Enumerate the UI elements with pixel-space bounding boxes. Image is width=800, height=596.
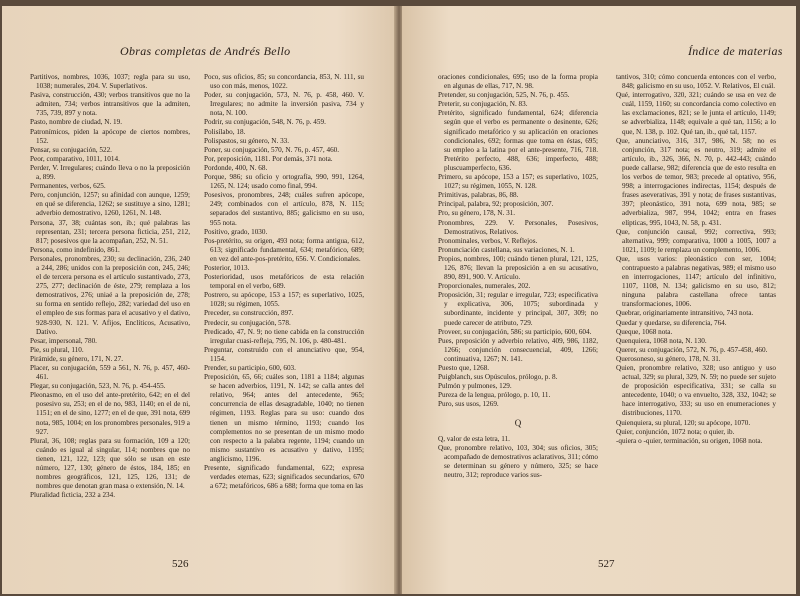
- index-entry: Preterir, su conjugación, N. 83.: [438, 100, 528, 109]
- index-column-2: [616, 73, 776, 446]
- index-entry: Pronominales, verbos, V. Reflejos.: [438, 236, 538, 245]
- index-entry: Quienquiera, su plural, 120; su apócope, 1070.: [616, 418, 751, 427]
- index-entry: Pensar, su conjugación, 522.: [30, 145, 112, 154]
- index-entry: Pero, conjunción, 1257; su afinidad con aunque, 1259; en qué se diferencia, 1262; se sustituye a sino, 1281; adverbio demostrativo, 1260, 1261, N. 148.: [30, 191, 190, 218]
- index-entry: Polispastos, su género, N. 33.: [204, 136, 290, 145]
- index-entry: Pleonasmo, en el uso del ante-pretérito, 642; en el del posesivo su, 253; en el de no, 983, 1140; en el de ni, 1151; en el de sino, 1277; en el de que, 391 nota, 699 nota, 985, 1004; en los pronombres personales, 919 a 927.: [30, 391, 190, 436]
- index-entry: Pirámide, su género, 171, N. 27.: [30, 354, 124, 363]
- index-entry: Patronímicos, piden la apócope de ciertos nombres, 152.: [30, 127, 190, 145]
- index-entry: Persona, como indefinido, 861.: [30, 245, 120, 254]
- index-entry: Preceder, su construcción, 897.: [204, 309, 294, 318]
- index-entry: Posesivos, pronombres, 248; cuáles sufren apócope, 249; combinados con el artículo, 878, N. 115; separados del sustantivo, 885; galicismo en su uso, 955 nota.: [204, 191, 364, 227]
- index-entry: Quenquiera, 1068 nota, N. 130.: [616, 336, 707, 345]
- running-head: Índice de materias: [688, 44, 783, 58]
- index-entry: Postrero, su apócope, 153 a 157; es superlativo, 1025, 1028; su régimen, 1055.: [204, 291, 364, 309]
- index-entry: Pretérito, significado fundamental, 624; diferencia según que el verbo es permanente o desinente, 626; significado metafórico y su aplicación en oraciones condicionales, 692; formas que toma en éstas, 695; su empleo a la latina por el ante-presente, 716, 718. Pretérito perfecto, 488, 636; imperfecto, 488; pluscuamperfecto, 636.: [438, 109, 598, 172]
- index-entry: Partitivos, nombres, 1036, 1037; regla para su uso, 1038; numerales, 204. V. Superlativos.: [30, 73, 190, 91]
- index-entry: Pasto, nombre de ciudad, N. 19.: [30, 118, 123, 127]
- index-entry: Q, valor de esta letra, 11.: [438, 434, 510, 443]
- index-entry: -quiera o -quier, terminación, su origen, 1068 nota.: [616, 436, 763, 445]
- index-entry: Posterior, 1013.: [204, 263, 250, 272]
- index-entry: Pronombres, 229. V. Personales, Posesivos, Demostrativos, Relativos.: [438, 218, 598, 236]
- index-entry: Pesar, impersonal, 780.: [30, 336, 97, 345]
- index-entry: Placer, su conjugación, 559 a 561, N. 76, p. 457, 460-461.: [30, 364, 190, 382]
- index-column-1: [30, 73, 190, 500]
- index-entry: Que, usos varios: pleonástico con ser, 1004; contrapuesto a palabras negativas, 989; el mismo uso en interrogaciones, 1147; artículo del infinitivo, 1107, 1108, N. 134; galicismo en su uso, 812; ninguna palabra castellana ofrece tantas transformaciones, 1006.: [616, 254, 776, 309]
- index-entry: Pureza de la lengua, prólogo, p. 10, 11.: [438, 391, 551, 400]
- index-entry: Quedar y quedarse, su diferencia, 764.: [616, 318, 727, 327]
- index-entry: Proposición, 31; regular e irregular, 723; especificativa y explicativa, 306, 1075; subordinada y subordinante, incidente y principal, 307, 309; no puede carecer de atributo, 729.: [438, 291, 598, 327]
- index-entry: Poco, sus oficios, 85; su concordancia, 853, N. 111, su uso con más, menos, 1022.: [204, 73, 364, 91]
- index-entry: Positivo, grado, 1030.: [204, 227, 268, 236]
- index-entry: Por, preposición, 1181. Por demás, 371 nota.: [204, 154, 333, 163]
- index-entry: Pro, su género, 178, N. 31.: [438, 209, 516, 218]
- index-entry: Pasiva, construcción, 430; verbos transitivos que no la admiten, 734; verbos intransitivos que la admiten, 735, 739, 897 y nota.: [30, 91, 190, 118]
- index-entry: Proveer, su conjugación, 586; su participio, 600, 604.: [438, 327, 592, 336]
- index-entry: Polisílabo, 18.: [204, 127, 246, 136]
- index-entry: Puigblanch, sus Opúsculos, prólogo, p. 8.: [438, 373, 558, 382]
- section-letter: Q: [514, 418, 522, 429]
- index-entry: Posterioridad, usos metafóricos de esta relación temporal en el verbo, 689.: [204, 273, 364, 291]
- index-entry: Poner, su conjugación, 570, N. 76, p. 457, 460.: [204, 145, 340, 154]
- index-entry: Perder, V. Irregulares; cuándo lleva o no la preposición a, 899.: [30, 163, 190, 182]
- index-entry: Podrir, su conjugación, 548, N. 76, p. 459.: [204, 118, 326, 127]
- index-entry: Que, pronombre relativo, 103, 304; sus oficios, 305; acompañado de demostrativos aclarativos, 311; cómo se determinan su género y número, 325; se hace neutro, 312; reproduce varios sus-: [438, 443, 598, 479]
- right-page: [402, 6, 796, 594]
- index-entry: Puro, sus usos, 1269.: [438, 400, 499, 409]
- index-entry: Persona, 37, 38; cuántas son, ib.; qué palabras las representan, 231; tercera persona ficticia, 251, 212, 817; posesivos que la acompañan, 252, N. 51.: [30, 218, 190, 245]
- running-head: Obras completas de Andrés Bello: [120, 44, 291, 58]
- index-entry: Proporcionales, numerales, 202.: [438, 282, 531, 291]
- index-entry: Preposición, 65, 66; cuáles son, 1181 a 1184; algunas se hacen adverbios, 1191, N. 142; se calla antes del relativo, 964; antes del antecedente, 965; concurrencia de ellas desagradable, 1040; no tienen régimen, 1193. Reglas para su uso: cuando dos tienen un mismo término, 1193; cuando los complementos no se presentan de un mismo modo con respecto a la palabra regente, 1194; cuando un mismo sustantivo es acusativo y dativo, 1195; anglicismo, 1196.: [204, 373, 364, 463]
- index-entry: Quier, conjunción, 1072 nota; o quier, ib.: [616, 427, 735, 436]
- index-entry: Pretender, su conjugación, 525, N. 76, p. 455.: [438, 91, 570, 100]
- index-entry: Pos-pretérito, su origen, 493 nota; forma antigua, 612, 613; significado fundamental, 634; metafórico, 689; en vez del ante-pos-pretérito, 656. V. Condicionales.: [204, 236, 364, 263]
- index-entry: Pronunciación castellana, sus variaciones, N. 1.: [438, 245, 575, 254]
- index-column-2: [204, 73, 364, 491]
- index-entry: Queque, 1068 nota.: [616, 327, 673, 336]
- index-entry: Peor, comparativo, 1011, 1014.: [30, 154, 120, 163]
- index-entry: Primero, su apócope, 153 a 157; es superlativo, 1025, 1027; su régimen, 1055, N. 128.: [438, 173, 598, 191]
- index-entry: Pluralidad ficticia, 232 a 234.: [30, 491, 116, 500]
- index-entry: Poder, su conjugación, 573, N. 76, p. 458, 460. V. Irregulares; no admite la inversión pasiva, 734 y nota, N. 100.: [204, 91, 364, 118]
- index-entry: Predicado, 47, N. 9; no tiene cabida en la construcción irregular cuasi-refleja, 795, N. 106, p. 480-481.: [204, 327, 364, 345]
- index-entry: Primitivas, palabras, 86, 88.: [438, 191, 519, 200]
- index-column-1: [438, 73, 598, 480]
- index-entry: Personales, pronombres, 230; su declinación, 236, 240 a 244, 286; unidos con la preposición con, 245, 246; el de tercera persona es el artículo sustantivado, 273, 275, 277; declinación de éste, 279; remplaza a los demostrativos, 276; uniaé a la preposición de, 278; su forma en sentido reflejo, 282; variedad del uso en el empleo de sus formas para el acusativo y el dativo, 928-930, N. 121. V. Afijos, Enclíticos, Acusativo, Dativo.: [30, 254, 190, 336]
- index-entry: Pie, su plural, 110.: [30, 345, 84, 354]
- index-entry: oraciones condicionales, 695; uso de la forma propia en algunas de ellas, 717, N. 98.: [438, 73, 598, 91]
- index-entry: Porque, 986; su oficio y ortografía, 990, 991, 1264, 1265, N. 124; usado como final, 994.: [204, 173, 364, 191]
- index-entry: Pues, preposición y adverbio relativo, 409, 986, 1182, 1266; conjunción consecuencial, 409, 1266; continuativa, 1267; N. 141.: [438, 336, 598, 363]
- index-entry: Pordonde, 400, N. 68.: [204, 163, 268, 172]
- index-entry: Qué, interrogativo, 320, 321; cuándo se usa en vez de cuál, 1159, 1160; su concordancia como colectivo en las exclamaciones, 821; se le junta el artículo, 1149; se adverbializa, 1148; equivale a qué tan, 1156; a lo que, N. 138, p. 102. Qué tan, ib., qué tal, 1157.: [616, 91, 776, 136]
- index-entry: Puesto que, 1268.: [438, 364, 490, 372]
- index-entry: Predecir, su conjugación, 578.: [204, 318, 291, 327]
- index-entry: Pulmón y pulmones, 129.: [438, 382, 512, 391]
- page-number: 526: [172, 558, 189, 570]
- index-entry: Propios, nombres, 100; cuándo tienen plural, 121, 125, 126, 876; llevan la preposición a en su acusativo, 890, 891, 900. V. Artículo.: [438, 254, 598, 282]
- index-entry: Quebrar, originariamente intransitivo, 743 nota.: [616, 309, 754, 318]
- index-entry: Que, anunciativo, 316, 317, 986, N. 58; no es conjunción, 317 nota; es neutro, 319; admite el artículo, ib., 326, 366, N. 70, p. 442-443; cuándo puede callarse, 982; diferencia que de esto resulta en los verbos de temor, 983; precede al optativo, 956, 998; a interrogaciones indirectas, 1154; después de frases aseverativas, 391 y nota; de frases sustantivas, 397; pleonástico, 391 nota, 699 nota, 985; se adverbializa, 987, 994, 1042; entra en frases elípticas, 995, 1043, N. 58, p. 431.: [616, 136, 776, 227]
- index-entry: Permanentes, verbos, 625.: [30, 182, 106, 191]
- index-entry: Presente, significado fundamental, 622; expresa verdades eternas, 623; significados secundarios, 670 a 672; metafóricos, 686 a 688; forma que toma en las: [204, 464, 364, 491]
- index-entry: Preguntar, construido con el anunciativo que, 954, 1154.: [204, 345, 364, 363]
- page-number: 527: [598, 558, 615, 570]
- index-entry: Querer, su conjugación, 572, N. 76, p. 457-458, 460.: [616, 345, 768, 354]
- index-entry: Plural, 36, 108; reglas para su formación, 109 a 120; cuándo es igual al singular, 114; nombres que no tienen, 121, 122, 123; que sólo se usan en este número, 127, 130; género de éstos, 184, 185; en nombres geográficos, 121, 125, 126, 131; de nombres que denotan gran masa o extensión, N. 14.: [30, 436, 190, 491]
- index-entry: tantivos, 310; cómo concuerda entonces con el verbo, 848; galicismo en su uso, 1052. V. Relativos, El cuál.: [616, 73, 776, 91]
- index-entry: Principal, palabra, 92; proposición, 307.: [438, 200, 554, 209]
- index-entry: Prender, su participio, 600, 603.: [204, 364, 296, 372]
- left-page: [2, 6, 396, 594]
- index-entry: Querosoneso, su género, 178, N. 31.: [616, 354, 721, 363]
- index-entry: Plegar, su conjugación, 523, N. 76, p. 454-455.: [30, 382, 166, 391]
- index-entry: Que, conjunción causal, 992; correctiva, 993; alternativa, 999; comparativa, 1000 a 1005, 1007 a 1021, 1109; le remplaza un complemento, 1006.: [616, 227, 776, 254]
- index-entry: Quien, pronombre relativo, 328; uso antiguo y uso actual, 329; su plural, 329, N. 59; no puede ser sujeto de proposición especificativa, 331; se calla su antecedente, 1040; o va envuelto, 328, 332, 1042; se hace interrogativo, 333; su uso en enumeraciones y distribuciones, 1170.: [616, 364, 776, 418]
